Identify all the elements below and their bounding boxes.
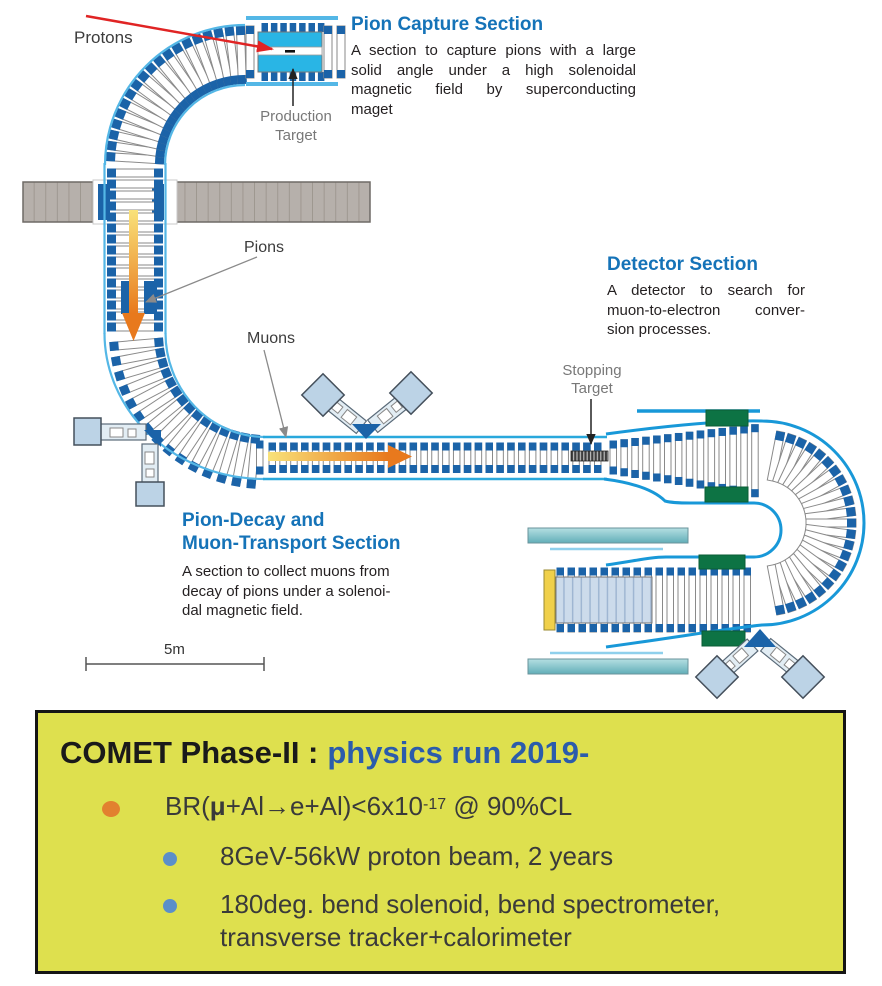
scale-bar (86, 657, 264, 671)
pion-beam-arrow-shaft (129, 210, 138, 314)
muons-label: Muons (247, 330, 296, 347)
production-target-label: Production Target (260, 108, 332, 144)
bullet-blue-dot-1 (163, 852, 177, 866)
collimator-green-3 (699, 555, 745, 569)
shielding-wall (23, 182, 370, 222)
pion-decay-description: A section to collect muons from decay of pions under a solenoi- dal magnetic field. (182, 563, 391, 619)
infobox-title-black: COMET Phase-II : (60, 735, 319, 770)
transport-bend-service-ports (74, 418, 164, 506)
bullet-blue-dot-2 (163, 899, 177, 913)
collimator-green-2 (705, 487, 748, 502)
production-target (285, 50, 295, 53)
pion-capture-description: A section to capture pions with a large solid angle under a high solenoidal magnetic field by superconducting maget (351, 42, 636, 118)
pion-decay-title: Pion-Decay and Muon-Transport Section (182, 510, 401, 554)
branching-ratio-text: $BR(\mu+Al\to e+Al)<6x10^{-17}$ @ 90%CL (165, 791, 573, 821)
proton-beam-text: 8GeV-56kW proton beam, 2 years (220, 841, 614, 871)
protons-label: Protons (74, 28, 133, 47)
scale-label: 5m (164, 641, 185, 658)
collimator-green-1 (706, 410, 748, 426)
pion-capture-title: Pion Capture Section (351, 14, 544, 35)
detector-description: A detector to search for muon-to-electron conver- sion processes. (607, 282, 805, 338)
muon-beam-arrow-shaft (268, 452, 388, 461)
pion-capture-solenoid (246, 16, 345, 86)
calorimeter (544, 570, 555, 630)
pions-label: Pions (244, 239, 285, 256)
beam-magnet-right (144, 281, 157, 314)
detector-title: Detector Section (607, 254, 758, 275)
infobox-title (60, 735, 589, 771)
transverse-tracker (556, 577, 652, 623)
return-yoke-lower (528, 659, 688, 674)
stopping-target (571, 451, 608, 461)
stopping-target-label: Stopping Target (562, 362, 622, 397)
return-yoke-upper (528, 528, 688, 543)
spectrometer-entrance-coils (610, 424, 759, 497)
bullet-orange-dot (102, 801, 120, 817)
muons-pointer-arrow (264, 350, 286, 437)
solenoid-spec-text: 180deg. bend solenoid, bend spectrometer, transverse tracker+calorimeter (220, 889, 721, 952)
collimator-green-4 (702, 631, 745, 646)
comet-phase2-infobox (35, 710, 846, 974)
muon-beamline-service-ports (302, 372, 432, 439)
infobox-title-blue: physics run 2019- (327, 735, 590, 770)
